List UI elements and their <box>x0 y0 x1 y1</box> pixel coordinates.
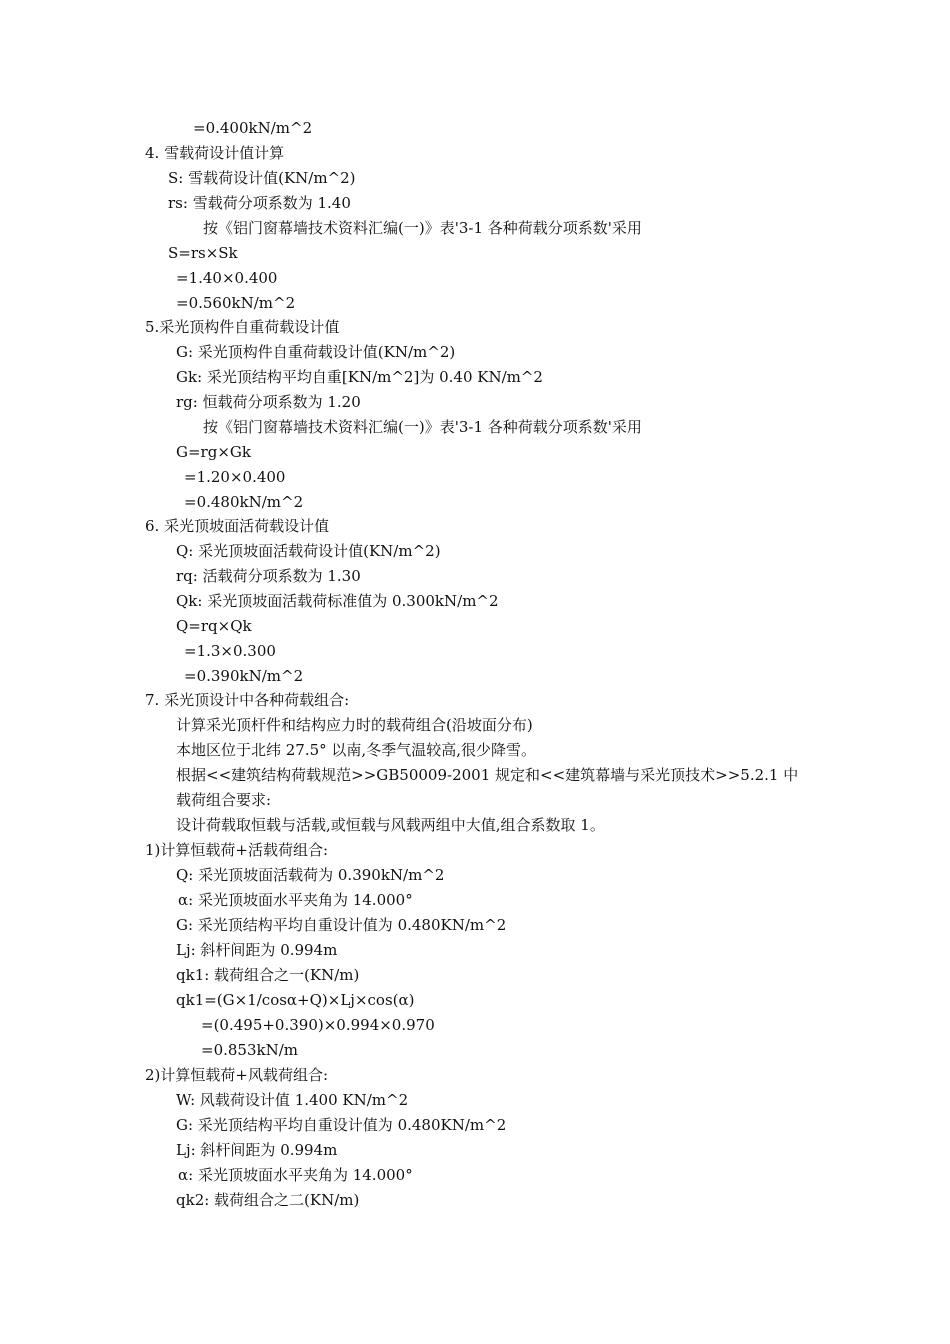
doc-line: G: 采光顶结构平均自重设计值为 0.480KN/m^2 <box>176 1116 507 1134</box>
doc-line: =0.400kN/m^2 <box>193 119 313 137</box>
doc-line: 载荷组合要求: <box>176 791 272 809</box>
doc-line: Q: 采光顶坡面活载荷设计值(KN/m^2) <box>176 542 441 560</box>
doc-line: =(0.495+0.390)×0.994×0.970 <box>201 1016 435 1034</box>
doc-line: G=rg×Gk <box>176 443 251 461</box>
doc-line: S=rs×Sk <box>168 244 238 262</box>
doc-line: 设计荷载取恒载与活载,或恒载与风载两组中大值,组合系数取 1。 <box>176 816 605 834</box>
section-heading: 6. 采光顶坡面活荷载设计值 <box>145 517 330 535</box>
doc-line: 按《铝门窗幕墙技术资料汇编(一)》表'3-1 各种荷载分项系数'采用 <box>203 219 642 237</box>
doc-line: Qk: 采光顶坡面活载荷标准值为 0.300kN/m^2 <box>176 592 499 610</box>
doc-line: G: 采光顶结构平均自重设计值为 0.480KN/m^2 <box>176 916 507 934</box>
doc-line: S: 雪载荷设计值(KN/m^2) <box>168 169 356 187</box>
doc-line: W: 风载荷设计值 1.400 KN/m^2 <box>176 1091 409 1109</box>
subsection-heading: 2)计算恒载荷+风载荷组合: <box>145 1066 329 1084</box>
doc-line: 根据<<建筑结构荷载规范>>GB50009-2001 规定和<<建筑幕墙与采光顶技术>>5.2.1 中 <box>176 766 799 784</box>
doc-line: =0.480kN/m^2 <box>184 493 304 511</box>
doc-line: 计算采光顶杆件和结构应力时的载荷组合(沿坡面分布) <box>176 716 533 734</box>
doc-line: 按《铝门窗幕墙技术资料汇编(一)》表'3-1 各种荷载分项系数'采用 <box>203 418 642 436</box>
doc-line: rq: 活载荷分项系数为 1.30 <box>176 567 361 585</box>
doc-line: Lj: 斜杆间距为 0.994m <box>176 1141 338 1159</box>
doc-line: Lj: 斜杆间距为 0.994m <box>176 941 338 959</box>
doc-line: qk1=(G×1/cosα+Q)×Lj×cos(α) <box>176 991 415 1009</box>
doc-line: qk2: 载荷组合之二(KN/m) <box>176 1191 360 1209</box>
doc-line: =1.40×0.400 <box>176 269 278 287</box>
doc-line: =1.20×0.400 <box>184 468 286 486</box>
doc-line: =1.3×0.300 <box>184 642 276 660</box>
section-heading: 5.采光顶构件自重荷载设计值 <box>145 318 340 336</box>
doc-line: =0.560kN/m^2 <box>176 294 296 312</box>
doc-line: Q=rq×Qk <box>176 617 252 635</box>
doc-line: qk1: 载荷组合之一(KN/m) <box>176 966 360 984</box>
doc-line: G: 采光顶构件自重荷载设计值(KN/m^2) <box>176 343 456 361</box>
doc-line: rs: 雪载荷分项系数为 1.40 <box>168 194 351 212</box>
doc-line: α: 采光顶坡面水平夹角为 14.000° <box>178 1166 413 1184</box>
subsection-heading: 1)计算恒载荷+活载荷组合: <box>145 841 329 859</box>
doc-line: =0.390kN/m^2 <box>184 667 304 685</box>
doc-line: rg: 恒载荷分项系数为 1.20 <box>176 393 361 411</box>
doc-line: Gk: 采光顶结构平均自重[KN/m^2]为 0.40 KN/m^2 <box>176 368 543 386</box>
doc-line: 本地区位于北纬 27.5° 以南,冬季气温较高,很少降雪。 <box>176 741 536 759</box>
doc-line: =0.853kN/m <box>201 1041 299 1059</box>
section-heading: 4. 雪载荷设计值计算 <box>145 144 285 162</box>
section-heading: 7. 采光顶设计中各种荷载组合: <box>145 691 350 709</box>
doc-line: α: 采光顶坡面水平夹角为 14.000° <box>178 891 413 909</box>
doc-line: Q: 采光顶坡面活载荷为 0.390kN/m^2 <box>176 866 445 884</box>
